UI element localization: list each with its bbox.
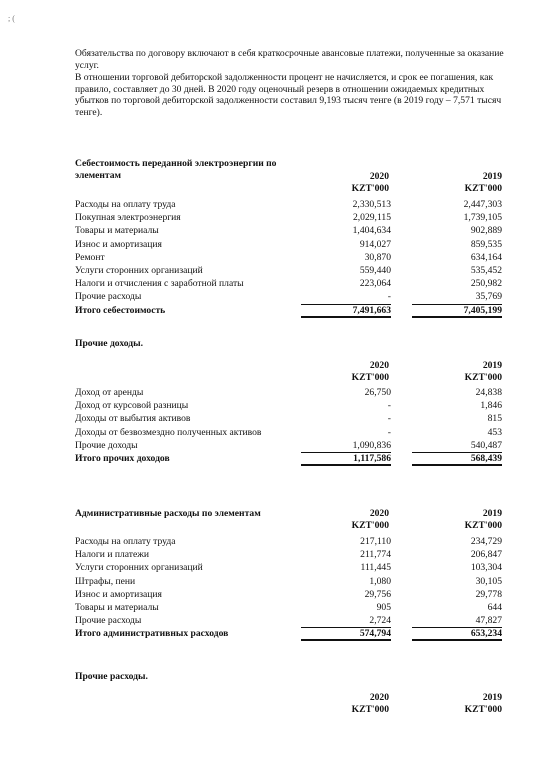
cost-row: [75, 198, 505, 211]
other-income-table: [75, 386, 505, 465]
other-income-title: Прочие доходы.: [75, 338, 144, 349]
cost-total-row: [75, 304, 505, 317]
other-income-total-row: [75, 452, 505, 465]
admin-value-2020: 29,756: [364, 588, 391, 600]
admin-label: Услуги сторонних организаций: [75, 562, 203, 574]
admin-unit-2020: KZT'000: [351, 520, 389, 531]
other-income-label: Доходы от безвозмездно полученных активов: [75, 426, 262, 438]
admin-row: [75, 535, 505, 548]
admin-label: Износ и амортизация: [75, 588, 162, 600]
cost-unit-2020: KZT'000: [351, 183, 389, 194]
other-expenses-unit-2020: KZT'000: [351, 704, 389, 715]
other-expenses-col-2020-header: [299, 692, 389, 716]
other-income-total-2019: 568,439: [412, 452, 502, 466]
cost-label: Износ и амортизация: [75, 238, 162, 250]
cost-row: [75, 224, 505, 237]
cost-table: [75, 198, 505, 317]
admin-row: [75, 614, 505, 627]
other-income-row: [75, 386, 505, 399]
admin-value-2020: 1,080: [369, 575, 391, 587]
admin-value-2019: 644: [487, 601, 502, 613]
admin-label: Прочие расходы: [75, 615, 142, 627]
other-income-value-2019: 540,487: [412, 439, 502, 453]
other-income-label: Доходы от выбытия активов: [75, 413, 191, 425]
admin-total-row: [75, 627, 505, 640]
cost-year-2019: 2019: [482, 171, 502, 182]
cost-value-2020: 559,440: [359, 264, 391, 276]
other-income-value-2019: 1,846: [480, 400, 502, 412]
admin-label: Налоги и платежи: [75, 549, 150, 561]
admin-row: [75, 548, 505, 561]
cost-value-2019: 902,889: [470, 225, 502, 237]
other-income-col-2020-header: [299, 360, 389, 384]
admin-label: Расходы на оплату труда: [75, 536, 176, 547]
cost-value-2020: 2,330,513: [352, 199, 391, 210]
admin-total-label: Итого административных расходов: [75, 628, 229, 640]
other-income-row: [75, 439, 505, 452]
cost-value-2020: -: [301, 290, 391, 304]
other-expenses-unit-2019: KZT'000: [464, 704, 502, 715]
other-expenses-col-2019-header: [412, 692, 502, 716]
admin-col-2020-header: [299, 508, 389, 532]
admin-total-2020: 574,794: [301, 627, 391, 641]
cost-label: Расходы на оплату труда: [75, 199, 176, 210]
cost-label: Ремонт: [75, 251, 105, 263]
admin-value-2019: 103,304: [470, 562, 502, 574]
other-income-value-2019: 24,838: [475, 387, 502, 398]
cost-value-2019: 859,535: [470, 238, 502, 250]
cost-total-2020: 7,491,663: [301, 304, 391, 318]
cost-value-2020: 2,029,115: [352, 212, 391, 224]
cost-label: Покупная электроэнергия: [75, 212, 181, 224]
admin-total-2019: 653,234: [412, 627, 502, 641]
cost-total-2019: 7,405,199: [412, 304, 502, 318]
other-income-label: Прочие доходы: [75, 439, 138, 451]
cost-col-2020-header: [299, 171, 389, 195]
cost-row: [75, 238, 505, 251]
admin-value-2019: 47,827: [412, 614, 502, 628]
other-income-col-2019-header: [412, 360, 502, 384]
admin-row: [75, 561, 505, 574]
other-income-label: Доход от курсовой разницы: [75, 400, 189, 412]
cost-value-2020: 223,064: [359, 278, 391, 290]
admin-value-2019: 30,105: [475, 575, 502, 587]
other-income-value-2020: -: [387, 400, 391, 412]
admin-table: [75, 535, 505, 641]
other-expenses-year-2019: 2019: [482, 692, 502, 703]
paragraph-receivables: В отношении торговой дебиторской задолженности процент не начисляется, и срок ее погашения, как правило, составляет до 30 дней. В 2020 году оценочный резерв в отношении ожидаемых кредитных убытков по торговой дебиторской задолженности составил 9,193 тысяч тенге (в 2019 году – 7,571 тысяч тенге).: [75, 72, 502, 118]
admin-value-2020: 217,110: [360, 536, 391, 547]
cost-value-2020: 914,027: [359, 238, 391, 250]
admin-label: Товары и материалы: [75, 601, 159, 613]
admin-col-2019-header: [412, 508, 502, 532]
cost-value-2019: 2,447,303: [463, 199, 502, 210]
other-income-row: [75, 412, 505, 425]
cost-label: Прочие расходы: [75, 291, 142, 303]
cost-value-2019: 250,982: [470, 278, 502, 290]
other-income-year-2020: 2020: [369, 360, 389, 371]
admin-value-2020: 2,724: [301, 614, 391, 628]
cost-value-2019: 35,769: [412, 290, 502, 304]
other-income-row: [75, 426, 505, 439]
other-income-year-2019: 2019: [482, 360, 502, 371]
admin-section-title: Административные расходы по элементам: [75, 508, 261, 519]
cost-label: Услуги сторонних организаций: [75, 264, 203, 276]
other-income-value-2020: -: [387, 413, 391, 425]
admin-label: Штрафы, пени: [75, 575, 136, 587]
admin-value-2019: 206,847: [470, 549, 502, 561]
cost-row: [75, 290, 505, 303]
cost-row: [75, 211, 505, 224]
admin-year-2020: 2020: [369, 508, 389, 519]
other-income-value-2020: -: [387, 426, 391, 438]
admin-unit-2019: KZT'000: [464, 520, 502, 531]
admin-row: [75, 575, 505, 588]
cost-section-title: Себестоимость переданной электроэнергии по элементам: [75, 158, 277, 181]
cost-year-2020: 2020: [369, 171, 389, 182]
cost-row: [75, 264, 505, 277]
admin-year-2019: 2019: [482, 508, 502, 519]
cost-value-2020: 30,870: [364, 251, 391, 263]
other-income-unit-2019: KZT'000: [464, 372, 502, 383]
other-income-unit-2020: KZT'000: [351, 372, 389, 383]
admin-value-2020: 111,445: [360, 562, 391, 574]
admin-value-2020: 905: [376, 601, 391, 613]
other-income-value-2020: 1,090,836: [301, 439, 391, 453]
other-income-value-2020: 26,750: [364, 387, 391, 398]
admin-value-2020: 211,774: [360, 549, 391, 561]
admin-value-2019: 234,729: [470, 536, 502, 547]
other-income-value-2019: 815: [487, 413, 502, 425]
other-income-total-label: Итого прочих доходов: [75, 452, 170, 464]
cost-value-2019: 634,164: [470, 251, 502, 263]
cost-value-2019: 1,739,105: [463, 212, 502, 224]
scan-marks: ; (: [8, 14, 15, 23]
cost-value-2020: 1,404,634: [352, 225, 391, 237]
cost-unit-2019: KZT'000: [464, 183, 502, 194]
admin-row: [75, 601, 505, 614]
cost-label: Товары и материалы: [75, 225, 159, 237]
cost-label: Налоги и отчисления с заработной платы: [75, 278, 244, 290]
cost-col-2019-header: [412, 171, 502, 195]
admin-row: [75, 588, 505, 601]
paragraph-contract-liabilities: Обязательства по договору включают в себя краткосрочные авансовые платежи, полученные за оказание услуг.: [75, 48, 504, 71]
other-income-row: [75, 399, 505, 412]
admin-value-2019: 29,778: [475, 588, 502, 600]
cost-value-2019: 535,452: [470, 264, 502, 276]
other-income-label: Доход от аренды: [75, 387, 144, 398]
other-expenses-year-2020: 2020: [369, 692, 389, 703]
other-income-value-2019: 453: [487, 426, 502, 438]
cost-row: [75, 277, 505, 290]
cost-total-label: Итого себестоимость: [75, 304, 166, 316]
other-expenses-title: Прочие расходы.: [75, 671, 148, 682]
other-income-total-2020: 1,117,586: [301, 452, 391, 466]
cost-row: [75, 251, 505, 264]
